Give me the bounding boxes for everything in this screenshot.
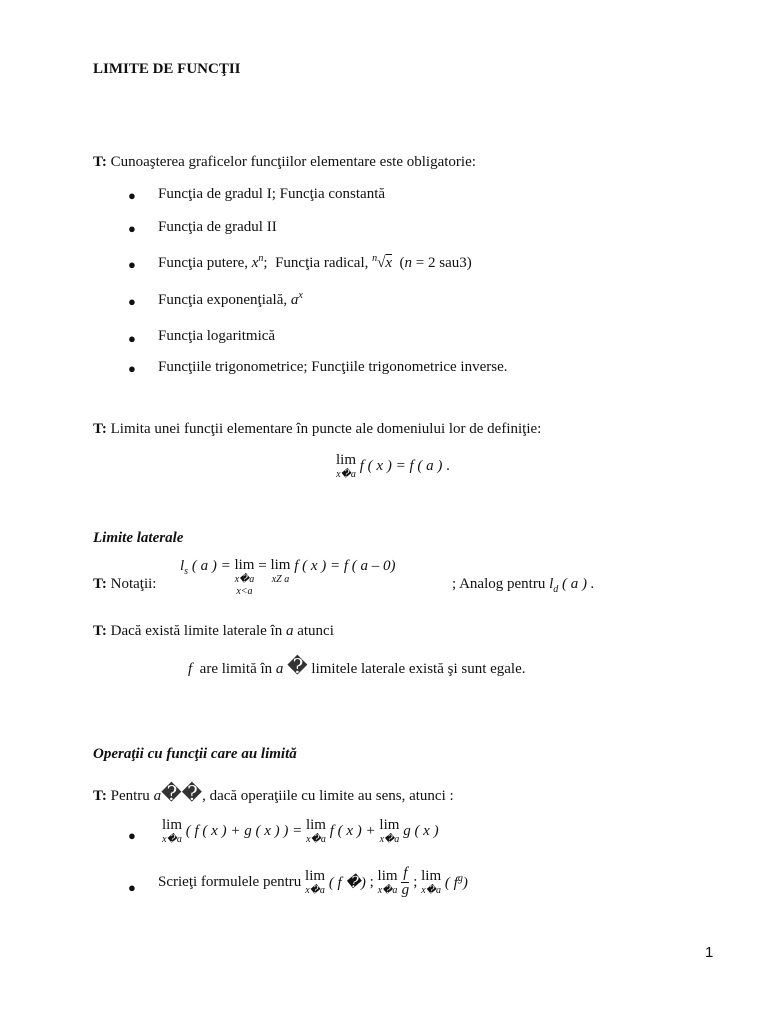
power-formula: $x^n$ [251,253,264,271]
theorem-label: T: [93,421,107,437]
theorem-conditie: T: Dacă există limite laterale în a atunci [93,623,334,639]
list-item: Funcţiile trigonometrice; Funcţiile trigonometrice inverse. [158,359,508,375]
real-set-icon: �� [161,783,203,805]
radical-label: Funcţia radical, [275,255,369,271]
bullet-icon: ● [128,361,136,376]
bullet-icon: ● [128,828,136,843]
section-heading-laterale: Limite laterale [93,530,184,546]
exp-formula: $a^x$ [290,290,303,308]
bullet-icon: ● [128,294,136,309]
radical-note: = 2 sau3) [415,255,472,271]
bullet-icon: ● [128,331,136,346]
theorem-notatii: T: Notaţii: [93,576,157,592]
theorem-label: T: [93,154,107,170]
formula-exercise: Scrieţi formulele pentru lim x�a ( f �) ; lim x�a $\frac{f}{g}$ ; lim x�a ( $f^g$) [158,865,468,898]
theorem-1 [93,154,476,171]
equivalence-icon: � [287,656,308,678]
list-item: Funcţia de gradul II [158,219,277,235]
list-item-label: Funcţia putere, [158,255,248,271]
bullet-icon: ● [128,880,136,895]
page-number: 1 [705,944,714,961]
formula-sum-limit: lim x�a ( f ( x ) + g ( x ) ) = lim x�a f ( x ) + lim x�a g ( x ) [162,817,439,845]
list-item: Funcţia de gradul I; Funcţia constantă [158,186,386,202]
radical-note-var: n [404,255,413,271]
list-item-power: Funcţia putere, $x^n$; Funcţia radical, $^n$√x (n = 2 sau3) [158,253,472,271]
theorem-text: Cunoaşterea graficelor funcţiilor elementare este obligatorie: [110,154,476,170]
equivalence-statement: f are limită în a � limitele laterale există şi sunt egale. [188,656,526,678]
list-item-label: Funcţia exponenţială, [158,292,288,308]
radical-formula: $^n$√x [372,253,393,271]
section-heading-operatii: Operaţii cu funcţii care au limită [93,746,297,762]
bullet-icon: ● [128,257,136,272]
formula-limit-elementary: lim x�a f ( x ) = f ( a ) . [336,452,450,480]
analog-note: ; Analog pentru $l_d$ ( a ) . [452,576,595,595]
list-item: Funcţia logaritmică [158,328,276,344]
theorem-text: Limita unei funcţii elementare în puncte ale domeniului lor de definiţie: [110,421,542,437]
bullet-icon: ● [128,188,136,203]
theorem-operatii: T: Pentru a��, dacă operaţiile cu limite au sens, atunci : [93,783,454,805]
list-item-exp [158,290,303,309]
bullet-icon: ● [128,221,136,236]
theorem-2 [93,421,541,438]
formula-limita-stanga: $l_s$ ( a ) = lim x�a x<a = lim xZ a f ( x ) = f ( a – 0) [180,557,396,597]
page-title: LIMITE DE FUNCŢII [93,61,241,77]
